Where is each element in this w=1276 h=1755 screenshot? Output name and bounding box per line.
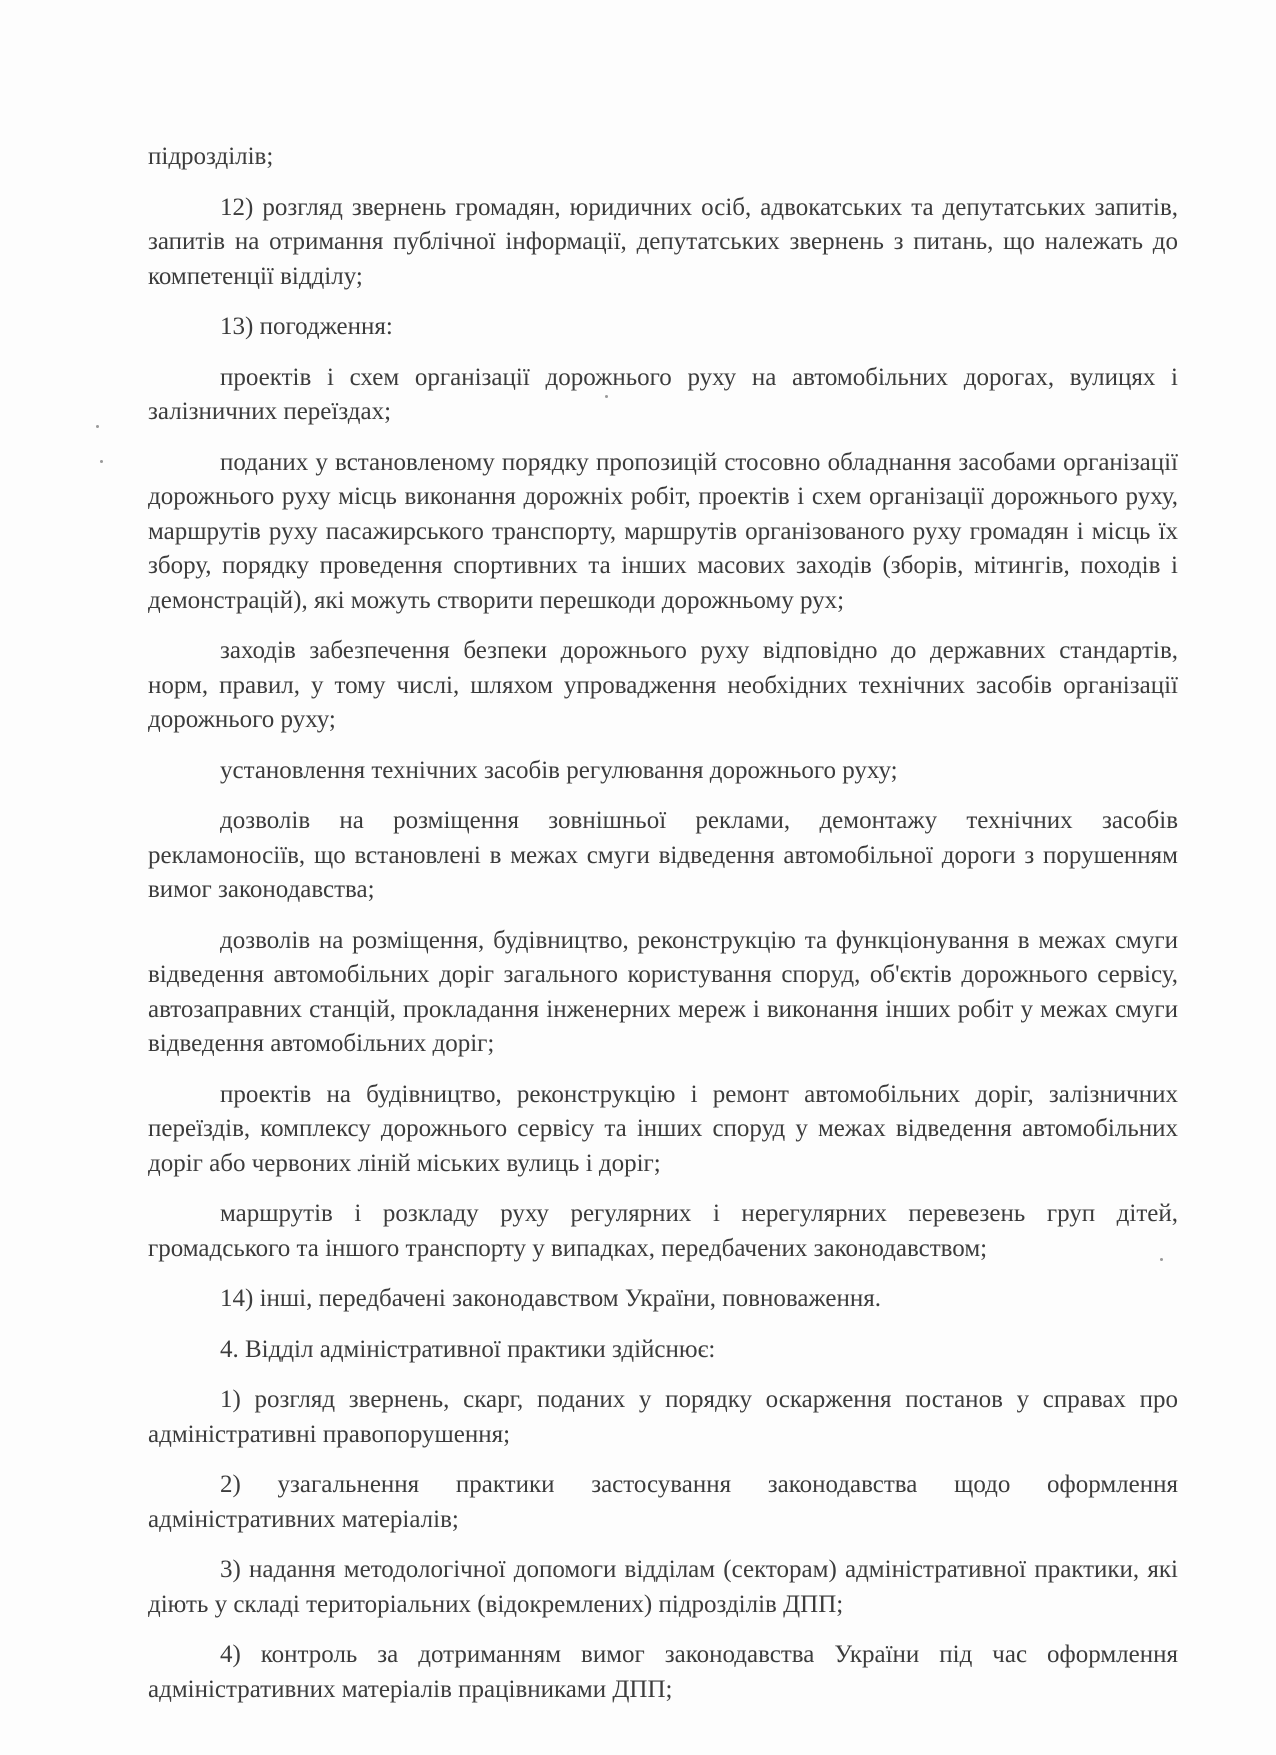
paragraph-admin-item-3: 3) надання методологічної допомоги відділам (секторам) адміністративної практики, які діють у складі територіальних (відокремлених) підрозділів ДПП; — [148, 1556, 1178, 1618]
document-body — [148, 140, 1178, 1723]
paragraph-item-14: 14) інші, передбачені законодавством України, повноваження. — [220, 1285, 881, 1312]
paragraph-item-13: 13) погодження: — [220, 313, 393, 340]
paragraph-admin-item-4: 4) контроль за дотриманням вимог законодавства України під час оформлення адміністративних матеріалів працівниками ДПП; — [148, 1641, 1178, 1703]
paragraph-routes-schedules: маршрутів і розкладу руху регулярних і нерегулярних перевезень груп дітей, громадського та іншого транспорту у випадках, передбачених законодавством; — [148, 1200, 1178, 1262]
scan-speck — [605, 395, 608, 398]
paragraph-admin-item-1: 1) розгляд звернень, скарг, поданих у порядку оскарження постанов у справах про адміністративні правопорушення; — [148, 1386, 1178, 1448]
paragraph-advertising-permits: дозволів на розміщення зовнішньої реклами, демонтажу технічних засобів рекламоносіїв, що встановлені в межах смуги відведення автомобільної дороги з порушенням вимог законодавства; — [148, 807, 1178, 903]
paragraph-safety-measures: заходів забезпечення безпеки дорожнього руху відповідно до державних стандартів, норм, правил, у тому числі, шляхом упровадження необхідних технічних засобів організації дорожнього руху; — [148, 637, 1178, 733]
scan-speck — [1160, 1258, 1163, 1261]
paragraph-construction-permits: дозволів на розміщення, будівництво, реконструкцію та функціонування в межах смуги відведення автомобільних доріг загального користування споруд, об'єктів дорожнього сервісу, автозаправних станцій, прокладання інженерних мереж і виконання інших робіт у межах смуги відведення автомобільних доріг; — [148, 926, 1178, 1057]
paragraph-regulation-means: установлення технічних засобів регулювання дорожнього руху; — [220, 756, 898, 784]
section-heading-4: 4. Відділ адміністративної практики здійснює: — [220, 1335, 716, 1363]
paragraph-item-12: 12) розгляд звернень громадян, юридичних осіб, адвокатських та депутатських запитів, запитів на отримання публічної інформації, депутатських звернень з питань, що належать до компетенції відділу; — [148, 193, 1178, 290]
paragraph-continuation: підрозділів; — [148, 143, 274, 170]
paragraph-admin-item-2: 2) узагальнення практики застосування законодавства щодо оформлення адміністративних матеріалів; — [148, 1471, 1178, 1533]
paragraph-proposals: поданих у встановленому порядку пропозицій стосовно обладнання засобами організації дорожнього руху місць виконання дорожніх робіт, проектів і схем організації дорожнього руху, маршрутів руху пасажирського транспорту, маршрутів організованого руху громадян і місць їх збору, порядку проведення спортивних та інших масових заходів (зборів, мітингів, походів і демонстрацій), які можуть створити перешкоди дорожньому рух; — [148, 448, 1178, 614]
paragraph-traffic-projects: проектів і схем організації дорожнього руху на автомобільних дорогах, вулицях і залізничних переїздах; — [148, 363, 1178, 425]
paragraph-road-projects: проектів на будівництво, реконструкцію і ремонт автомобільних доріг, залізничних переїздів, комплексу дорожнього сервісу та інших споруд у межах відведення автомобільних доріг або червоних ліній міських вулиць і доріг; — [148, 1080, 1178, 1177]
scan-speck — [96, 425, 99, 428]
scan-speck — [100, 460, 103, 463]
